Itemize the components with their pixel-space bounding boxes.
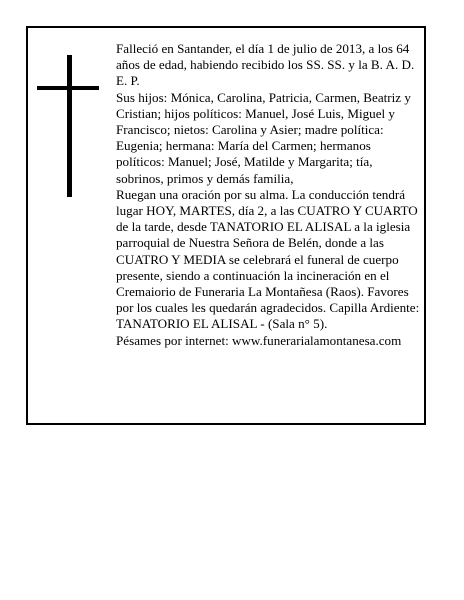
cross-vertical-bar [67, 55, 72, 197]
family-list: Sus hijos: Mónica, Carolina, Patricia, Carmen, Beatriz y Cristian; hijos políticos: Manuel, José Luis, Miguel y Francisco; nietos: Carolina y Asier; madre política: Eugenia; hermana: María del Carmen; hermanos políticos: Manuel; José, Matilde y Margarita; tía, sobrinos, primos y demás familia, [116, 89, 411, 186]
cross-horizontal-bar [37, 86, 99, 90]
notice-body [116, 41, 420, 349]
death-announcement: Falleció en Santander, el día 1 de julio de 2013, a los 64 años de edad, habiendo recibido los SS. SS. y la B. A. D. E. P. [116, 41, 415, 89]
condolences-web: Pésames por internet: www.funerarialamontanesa.com [116, 332, 402, 348]
funeral-details: Ruegan una oración por su alma. La conducción tendrá lugar HOY, MARTES, día 2, a las CUATRO Y CUARTO de la tarde, desde TANATORIO EL ALISAL a la iglesia parroquial de Nuestra Señora de Belén, donde a las CUATRO Y MEDIA se celebrará el funeral de cuerpo presente, siendo a continuación la incineración en el Cremaiorio de Funeraria La Montañesa (Raos). Favores por los cuales les quedarán agradecidos. Capilla Ardiente: TANATORIO EL ALISAL - (Sala n° 5). [116, 186, 420, 332]
obituary-notice [26, 26, 426, 425]
